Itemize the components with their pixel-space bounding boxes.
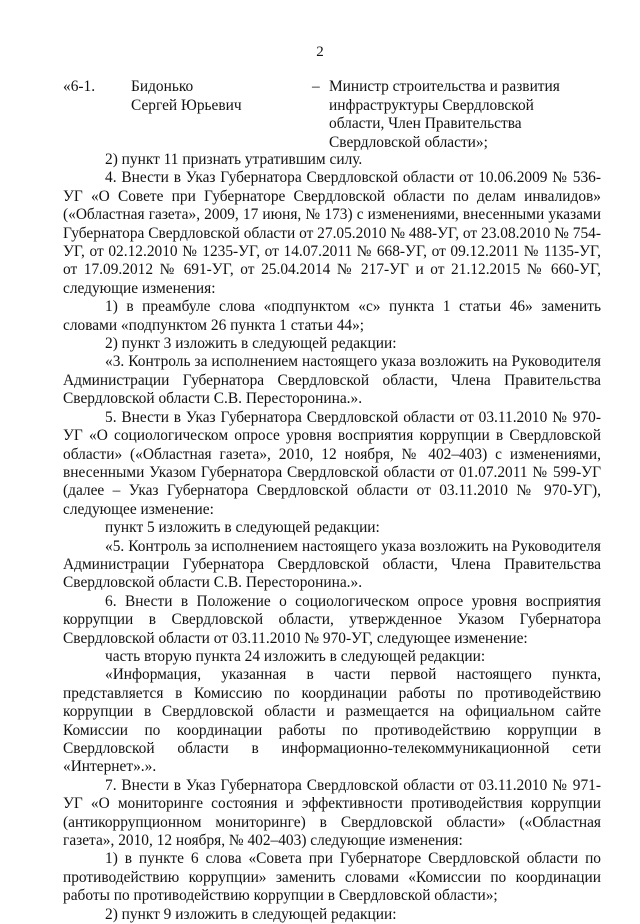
paragraph: 2) пункт 3 изложить в следующей редакции:: [105, 335, 397, 353]
paragraph: «Информация, указанная в части первой настоящего пункта, представляется в Комиссию по координации работы по противодействию коррупции в Свердловской области и размещается на официальном сайте Комиссии по координации работы по противодействию коррупции в Свердловской области в информационно-телекоммуникационной сети «Интернет».».: [63, 666, 601, 776]
paragraph: «5. Контроль за исполнением настоящего указа возложить на Руководителя Администрации Губернатора Свердловской области, Члена Правительства Свердловской области С.В. Пересторонина.».: [63, 537, 601, 592]
page-number: 2: [316, 44, 324, 60]
paragraph: 5. Внести в Указ Губернатора Свердловской области от 03.11.2010 № 970-УГ «О социологическом опросе уровня восприятия коррупции в Свердловской области» («Областная газета», 2010, 12 ноября, № 402–403) с изменениями, внесенными Указом Губернатора Свердловской области от 01.07.2011 № 599-УГ (далее – Указ Губернатора Свердловской области от 03.11.2010 № 970-УГ), следующее изменение:: [63, 408, 601, 518]
paragraph: 6. Внести в Положение о социологическом опросе уровня восприятия коррупции в Свердловской области, утвержденное Указом Губернатора Свердловской области от 03.11.2010 № 970-УГ, следующее изменение:: [63, 592, 601, 647]
member-position: [329, 78, 609, 152]
member-given-names: Сергей Юрьевич: [131, 96, 242, 114]
paragraph: 2) пункт 9 изложить в следующей редакции:: [105, 905, 397, 923]
paragraph: «3. Контроль за исполнением настоящего указа возложить на Руководителя Администрации Губернатора Свердловской области, Члена Правительства Свердловской области С.В. Пересторонина.».: [63, 353, 601, 408]
paragraph: 1) в преамбуле слова «подпунктом «с» пункта 1 статьи 46» заменить словами «подпунктом 26 пункта 1 статьи 44»;: [63, 298, 601, 334]
position-line-3: области, Член Правительства: [329, 115, 522, 132]
paragraph: 2) пункт 11 признать утратившим силу.: [105, 151, 363, 168]
position-line-1: Министр строительства и развития: [329, 78, 560, 95]
document-body: [63, 151, 601, 924]
member-surname: Бидонько: [131, 78, 194, 95]
entry-number: «6-1.: [63, 78, 96, 95]
paragraph: 4. Внести в Указ Губернатора Свердловской области от 10.06.2009 № 536-УГ «О Совете при Губернаторе Свердловской области по делам инвалидов» («Областная газета», 2009, 17 июня, № 173) с изменениями, внесенными указами Губернатора Свердловской области от 27.05.2010 № 488-УГ, от 23.08.2010 № 754-УГ, от 02.12.2010 № 1235-УГ, от 14.07.2011 № 668-УГ, от 09.12.2011 № 1135-УГ, от 17.09.2012 № 691-УГ, от 25.04.2014 № 217-УГ и от 21.12.2015 № 660-УГ, следующие изменения:: [63, 169, 601, 297]
paragraph: 1) в пункте 6 слова «Совета при Губернаторе Свердловской области по противодействию коррупции» заменить словами «Комиссии по координации работы по противодействию коррупции в Свердловской области»;: [63, 850, 601, 905]
position-line-4: Свердловской области»;: [329, 133, 488, 151]
paragraph: часть вторую пункта 24 изложить в следующей редакции:: [105, 647, 486, 665]
paragraph: 7. Внести в Указ Губернатора Свердловской области от 03.11.2010 № 971-УГ «О мониторинге состояния и эффективности противодействия коррупции (антикоррупционном мониторинге) в Свердловской области» («Областная газета», 2010, 12 ноября, № 402–403) следующие изменения:: [63, 776, 601, 850]
entry-dash: –: [312, 78, 320, 95]
position-line-2: инфраструктуры Свердловской: [329, 96, 534, 114]
member-name: [131, 78, 311, 115]
paragraph: пункт 5 изложить в следующей редакции:: [105, 519, 380, 537]
